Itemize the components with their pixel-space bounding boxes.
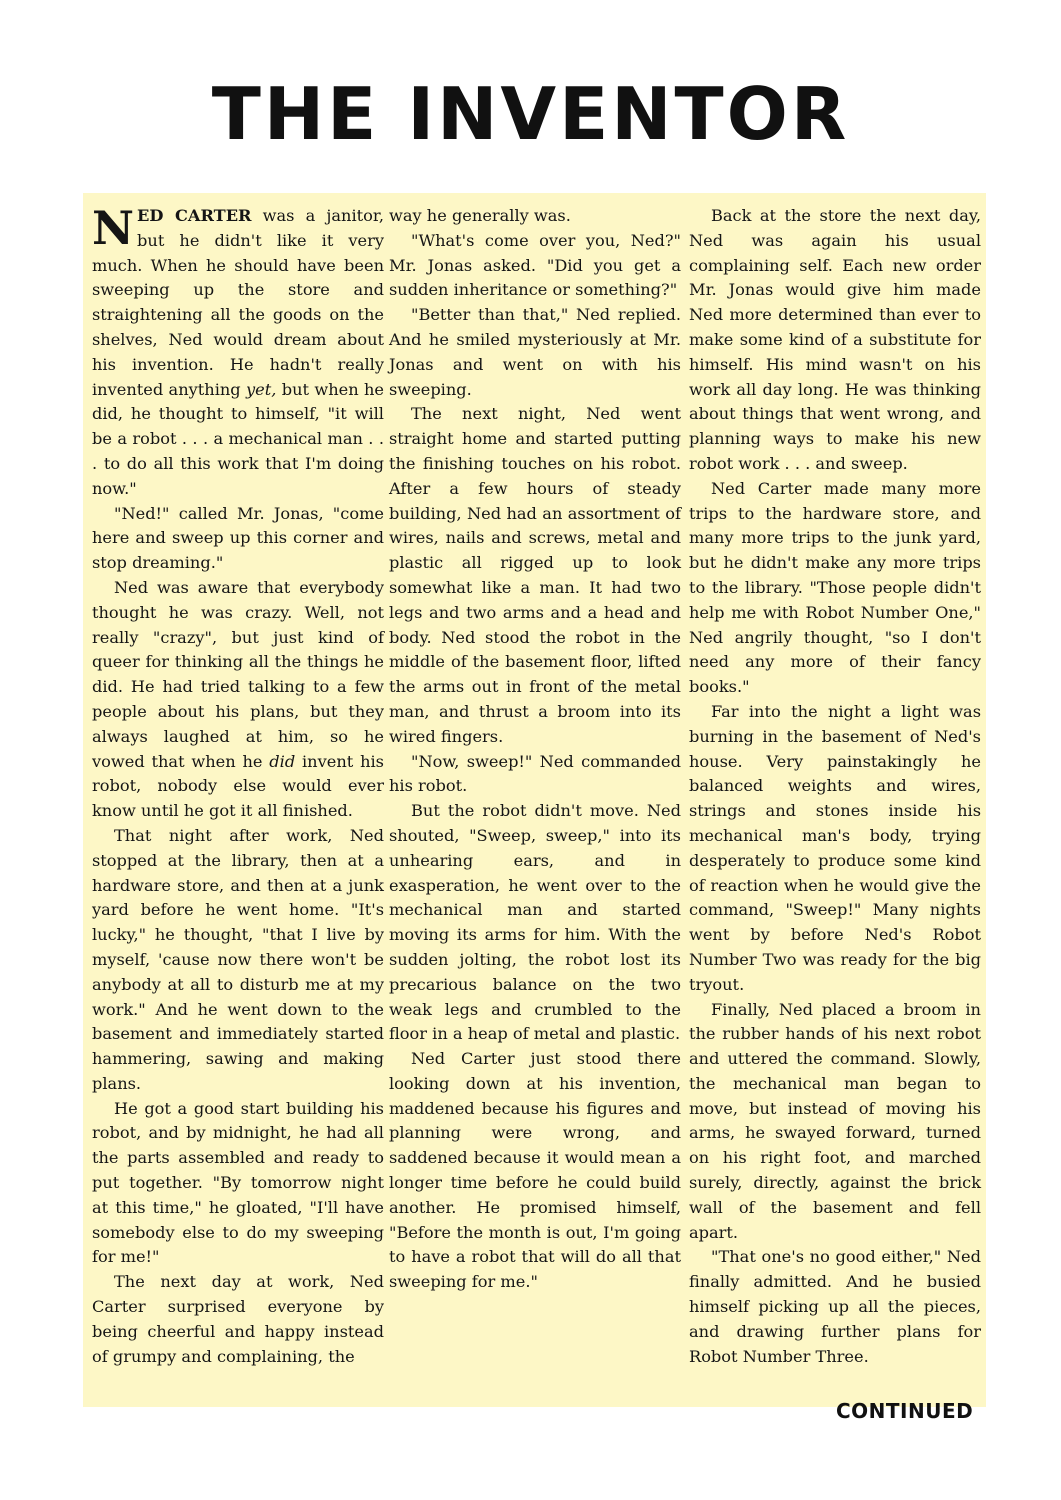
paragraph: That night after work, Ned stopped at the library, then at a hardware store, and then at a junk yard before he went home. "It's lucky," he thought, "that I live by myself, 'cause now there won't be anybody at all to disturb me at my work." And he went down to the basement and immediately started hammering, sawing and making plans.	[92, 825, 384, 1093]
paragraph: Far into the night a light was burning in the basement of Ned's house. Very painstakingly he balanced weights and wires, strings and stones inside his mechanical man's body, trying desperately to produce some kind of reaction when he would give the command, "Sweep!" Many nights went by before Ned's Robot Number Two was ready for the big tryout.	[689, 701, 981, 994]
text-column-1	[92, 201, 384, 1369]
paragraph: "Better than that," Ned replied. And he smiled mysteriously at Mr. Jonas and went on with his sweeping.	[389, 305, 681, 399]
emphasis: did	[269, 751, 296, 771]
story-title: THE INVENTOR	[211, 72, 850, 156]
paragraph: Ned Carter made many more trips to the hardware store, and many more trips to the junk yard, but he didn't make any more trips to the library. "Those people didn't help me with Robot Number One," Ned angrily thought, "so I don't need any more of their fancy books."	[689, 478, 981, 697]
paragraph: way he generally was.	[389, 206, 571, 225]
text-column-2	[389, 204, 681, 1295]
paragraph: "Ned!" called Mr. Jonas, "come here and sweep up this corner and stop dreaming."	[92, 503, 384, 573]
lead-in: ED CARTER	[137, 206, 252, 225]
paragraph: "That one's no good either," Ned finally admitted. And he busied himself picking up all the pieces, and drawing further plans for Robot Number Three.	[689, 1247, 981, 1366]
paragraph-text: invent his robot, nobody else would ever know until he got it all finished.	[92, 751, 384, 821]
paragraph-text: but when he did, he thought to himself, "it will be a robot . . . a mechanical man . . . to do all this work that I'm doing now."	[92, 379, 384, 498]
paragraph: Back at the store the next day, Ned was again his usual complaining self. Each new order Mr. Jonas would give him made Ned more determined than ever to make some kind of a substitute for himself. His mind wasn't on his work all day long. He was thinking about things that went wrong, and planning ways to make his new robot work . . . and sweep.	[689, 206, 981, 473]
paragraph: The next night, Ned went straight home and started putting the finishing touches on his robot. After a few hours of steady building, Ned had an assortment of wires, nails and screws, metal and plastic all rigged up to look somewhat like a man. It had two legs and two arms and a head and body. Ned stood the robot in the middle of the basement floor, lifted the arms out in front of the metal man, and thrust a broom into its wired fingers.	[389, 404, 681, 746]
paragraph: Ned Carter just stood there looking down at his invention, maddened because his figures and planning were wrong, and saddened because it would mean a longer time before he could build another. He promised himself, "Before the month is out, I'm going to have a robot that will do all that sweeping for me."	[389, 1049, 681, 1292]
paragraph	[92, 576, 384, 824]
paragraph-text: Ned was aware that everybody thought he was crazy. Well, not really "crazy", but just kind of queer for thinking all the things he did. He had tried talking to a few people about his plans, but they always laughed at him, so he vowed that when he	[92, 577, 384, 771]
continued-label: CONTINUED	[836, 1399, 974, 1423]
paragraph: He got a good start building his robot, and by midnight, he had all the parts assembled and ready to put together. "By tomorrow night at this time," he gloated, "I'll have somebody else to do my sweeping for me!"	[92, 1098, 384, 1267]
paragraph: "Now, sweep!" Ned commanded his robot.	[389, 751, 681, 796]
paragraph: Finally, Ned placed a broom in the rubber hands of his next robot and uttered the command. Slowly, the mechanical man began to move, but instead of moving his arms, he swayed forward, turned on his right foot, and marched surely, directly, against the brick wall of the basement and fell apart.	[689, 999, 981, 1242]
paragraph: "What's come over you, Ned?" Mr. Jonas asked. "Did you get a sudden inheritance or something?"	[389, 230, 681, 300]
paragraph: But the robot didn't move. Ned shouted, "Sweep, sweep," into its unhearing ears, and in exasperation, he went over to the mechanical man and started moving its arms for him. With the sudden jolting, the robot lost its precarious balance on the two weak legs and crumbled to the floor in a heap of metal and plastic.	[389, 801, 681, 1044]
paragraph: The next day at work, Ned Carter surprised everyone by being cheerful and happy instead of grumpy and complaining, the	[92, 1272, 384, 1366]
text-column-3	[689, 204, 981, 1369]
paragraph	[92, 201, 384, 502]
drop-cap: N	[92, 201, 135, 255]
emphasis: yet,	[246, 379, 277, 399]
paragraph-text: was a janitor, but he didn't like it very much. When he should have been sweeping up the store and straightening all the goods on the shelves, Ned would dream about his invention. He hadn't really invented anything	[92, 206, 384, 399]
